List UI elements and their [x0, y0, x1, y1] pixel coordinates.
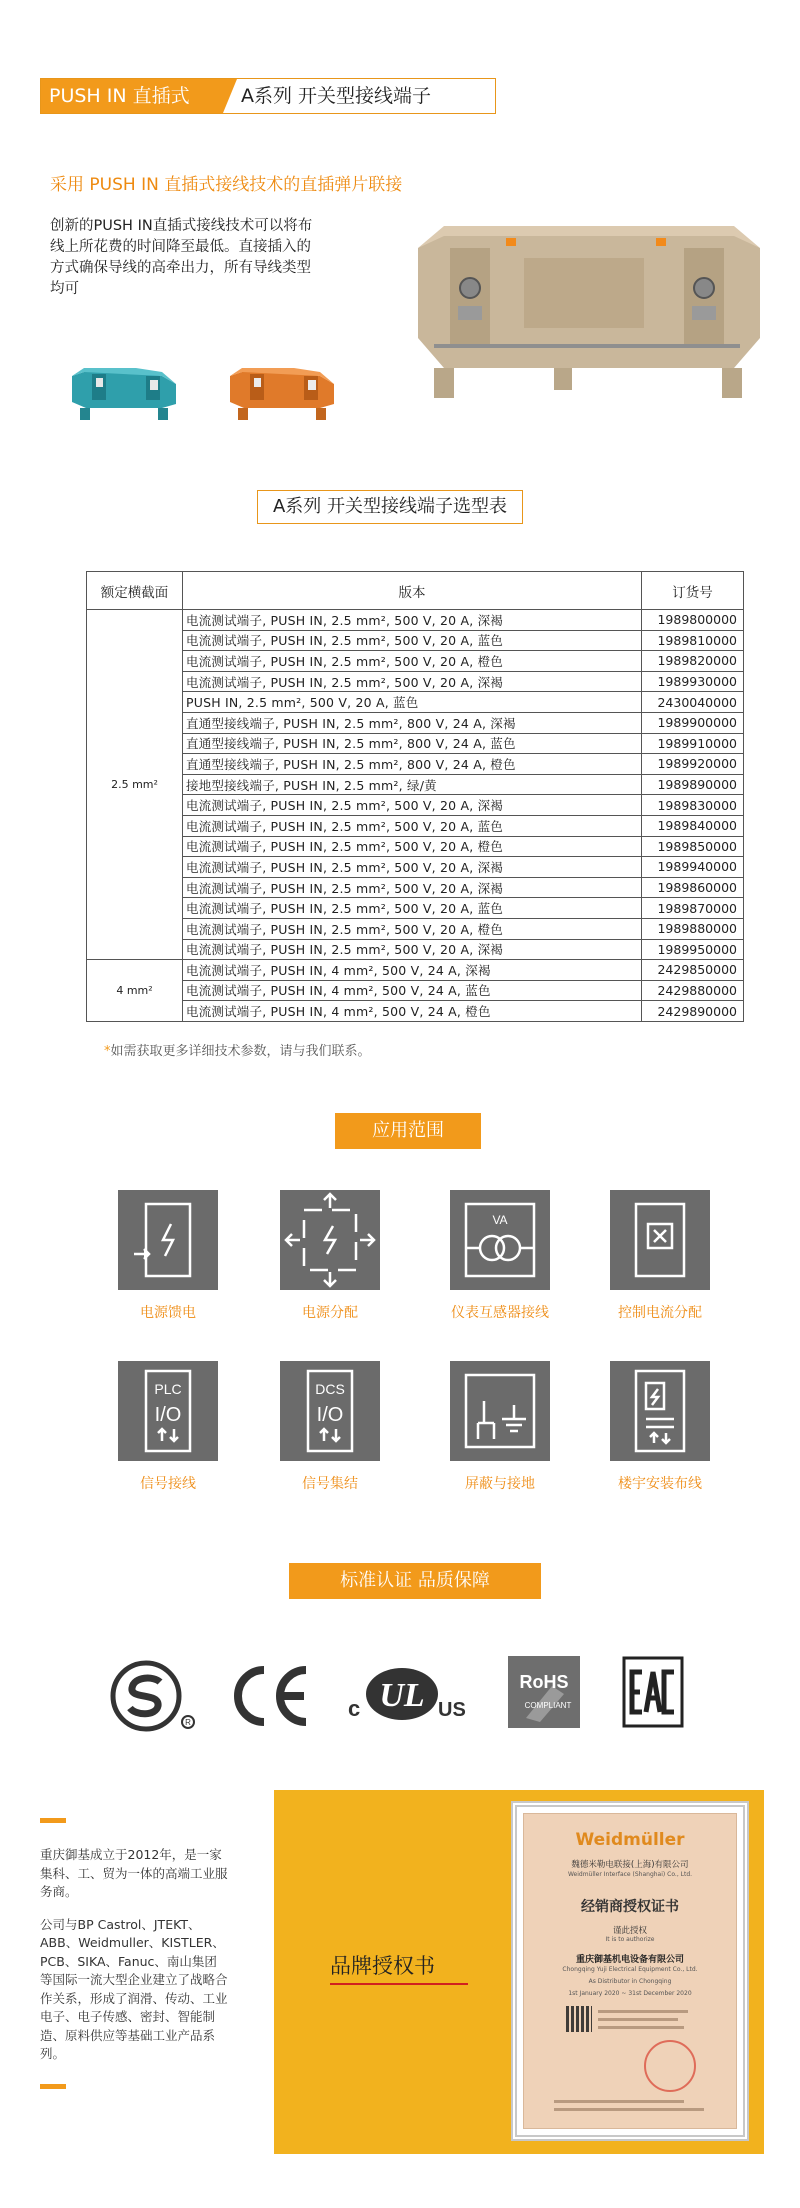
- va-text: VA: [492, 1213, 508, 1227]
- csa-logo: [108, 1656, 198, 1740]
- table-row: [87, 980, 744, 1001]
- rohs-logo: [508, 1656, 580, 1732]
- app-label: 屏蔽与接地: [465, 1476, 535, 1492]
- order-number-cell: 1989860000: [642, 877, 744, 898]
- teal-terminal-image: [66, 354, 182, 424]
- version-cell: 电流测试端子, PUSH IN, 2.5 mm², 500 V, 20 A, 深褐: [183, 939, 642, 960]
- table-row: [87, 815, 744, 836]
- certificate-validity-en: 1st January 2020 ~ 31st December 2020: [568, 1990, 692, 1997]
- version-cell: 电流测试端子, PUSH IN, 2.5 mm², 500 V, 20 A, 橙色: [183, 651, 642, 672]
- certificate-title: 经销商授权证书: [581, 1899, 679, 1915]
- certificate-text-line: [554, 2108, 704, 2111]
- certificate-dealer: 重庆御基机电设备有限公司: [575, 1955, 684, 1965]
- section-cell: 4 mm²: [87, 960, 183, 1022]
- table-row: [87, 671, 744, 692]
- certificate-grant-en: It is to authorize: [605, 1936, 655, 1943]
- app-label: 电源分配: [302, 1305, 358, 1321]
- intro-text: 创新的PUSH IN直插式接线技术可以将布线上所花费的时间降至最低。直接插入的方式确保导线的高牵出力，所有导线类型均可: [50, 218, 313, 297]
- footnote: [104, 1040, 371, 1059]
- eac-logo: [622, 1656, 684, 1732]
- app-label: 信号集结: [302, 1476, 358, 1492]
- table-body: [87, 610, 744, 1022]
- version-cell: 电流测试端子, PUSH IN, 2.5 mm², 500 V, 20 A, 橙色: [183, 836, 642, 857]
- certificate-company-en: Weidmüller Interface (Shanghai) Co., Ltd.: [567, 1871, 693, 1878]
- certificate-paper: [523, 1813, 737, 2129]
- version-cell: 电流测试端子, PUSH IN, 2.5 mm², 500 V, 20 A, 深褐: [183, 610, 642, 631]
- table-row: [87, 939, 744, 960]
- order-number-cell: 1989810000: [642, 630, 744, 651]
- io-text: I/O: [316, 1404, 344, 1426]
- table-header-row: [87, 572, 744, 610]
- app-item-transformer: [449, 1190, 551, 1322]
- beige-terminal-image: [404, 218, 770, 404]
- version-cell: 电流测试端子, PUSH IN, 2.5 mm², 500 V, 20 A, 深褐: [183, 877, 642, 898]
- version-cell: 电流测试端子, PUSH IN, 4 mm², 500 V, 24 A, 深褐: [183, 960, 642, 981]
- app-item-plc-io: [117, 1361, 219, 1493]
- cul-c-text: c: [348, 1696, 361, 1721]
- power-distribution-icon: [280, 1190, 380, 1290]
- version-cell: 直通型接线端子, PUSH IN, 2.5 mm², 800 V, 24 A, 蓝色: [183, 733, 642, 754]
- cul-us-logo: [346, 1660, 470, 1732]
- svg-text:UL: UL: [379, 1677, 425, 1714]
- table-row: [87, 754, 744, 775]
- table-row: [87, 836, 744, 857]
- version-cell: 电流测试端子, PUSH IN, 2.5 mm², 500 V, 20 A, 深褐: [183, 671, 642, 692]
- app-label: 电源馈电: [140, 1305, 196, 1321]
- version-cell: 电流测试端子, PUSH IN, 4 mm², 500 V, 24 A, 橙色: [183, 1001, 642, 1022]
- dcs-io-icon: [280, 1361, 380, 1461]
- version-cell: 直通型接线端子, PUSH IN, 2.5 mm², 800 V, 24 A, 橙色: [183, 754, 642, 775]
- version-cell: 电流测试端子, PUSH IN, 2.5 mm², 500 V, 20 A, 深褐: [183, 857, 642, 878]
- certificate-text-line: [598, 2026, 684, 2029]
- app-label: 楼宇安装布线: [618, 1476, 702, 1492]
- app-item-power-distribution: [279, 1190, 381, 1322]
- certificate-company: 魏德米勒电联接(上海)有限公司: [571, 1860, 689, 1870]
- footnote-star: *: [104, 1044, 111, 1059]
- version-cell: 电流测试端子, PUSH IN, 2.5 mm², 500 V, 20 A, 蓝色: [183, 815, 642, 836]
- page-header: [40, 78, 496, 114]
- authorization-certificate: [511, 1801, 749, 2141]
- transformer-icon: [450, 1190, 550, 1290]
- table-row: [87, 857, 744, 878]
- certificate-text-line: [554, 2100, 684, 2103]
- version-cell: PUSH IN, 2.5 mm², 500 V, 20 A, 蓝色: [183, 692, 642, 713]
- order-number-cell: 1989890000: [642, 774, 744, 795]
- certificate-logo: Weidmüller: [575, 1830, 685, 1850]
- order-number-cell: 1989920000: [642, 754, 744, 775]
- accent-bar-top: [40, 1818, 66, 1823]
- dcs-text: DCS: [315, 1381, 345, 1397]
- building-wiring-icon: [610, 1361, 710, 1461]
- certifications-title: 标准认证 品质保障: [289, 1563, 541, 1599]
- qr-code-icon: [566, 2006, 592, 2032]
- applications-title: 应用范围: [335, 1113, 481, 1149]
- rohs-text: RoHS: [519, 1672, 569, 1692]
- plc-io-icon: [118, 1361, 218, 1461]
- ce-logo: [230, 1664, 312, 1732]
- certificate-text-line: [598, 2010, 688, 2013]
- order-number-cell: 1989930000: [642, 671, 744, 692]
- order-number-cell: 1989950000: [642, 939, 744, 960]
- app-item-power-feed: [117, 1190, 219, 1322]
- version-cell: 电流测试端子, PUSH IN, 2.5 mm², 500 V, 20 A, 橙色: [183, 918, 642, 939]
- certificate-role-en: As Distributor in Chongqing: [588, 1978, 672, 1985]
- io-text: I/O: [154, 1404, 182, 1426]
- order-number-cell: 1989940000: [642, 857, 744, 878]
- selection-table-title: A系列 开关型接线端子选型表: [257, 490, 523, 524]
- table-row: [87, 898, 744, 919]
- certificate-dealer-en: Chongqing Yuji Electrical Equipment Co., Ltd.: [562, 1966, 698, 1973]
- certificate-grant: 谨此授权: [612, 1926, 647, 1936]
- header-title-right: A系列 开关型接线端子: [241, 85, 432, 107]
- order-number-cell: 1989800000: [642, 610, 744, 631]
- version-cell: 电流测试端子, PUSH IN, 4 mm², 500 V, 24 A, 蓝色: [183, 980, 642, 1001]
- table-row: [87, 1001, 744, 1022]
- table-row: [87, 610, 744, 631]
- about-paragraph-2: 公司与BP Castrol、JTEKT、ABB、Weidmuller、KISTLER、PCB、SIKA、Fanuc、南山集团等国际一流大型企业建立了战略合作关系，形成了润滑、传动、工业电子、电子传感、密封、智能制造、原料供应等基础工业产品系列。: [40, 1916, 228, 2061]
- header-title-left: PUSH IN 直插式: [41, 79, 223, 113]
- version-cell: 电流测试端子, PUSH IN, 2.5 mm², 500 V, 20 A, 蓝色: [183, 898, 642, 919]
- version-cell: 电流测试端子, PUSH IN, 2.5 mm², 500 V, 20 A, 深褐: [183, 795, 642, 816]
- order-number-cell: 2429850000: [642, 960, 744, 981]
- order-number-cell: 1989840000: [642, 815, 744, 836]
- footnote-text: 如需获取更多详细技术参数，请与我们联系。: [110, 1044, 371, 1059]
- order-number-cell: 1989830000: [642, 795, 744, 816]
- app-item-control-current: [609, 1190, 711, 1322]
- column-header-section: 额定横截面: [87, 572, 183, 610]
- order-number-cell: 1989910000: [642, 733, 744, 754]
- table-row: [87, 630, 744, 651]
- version-cell: 电流测试端子, PUSH IN, 2.5 mm², 500 V, 20 A, 蓝色: [183, 630, 642, 651]
- table-row: [87, 795, 744, 816]
- cul-us-text: US: [438, 1699, 466, 1721]
- column-header-order-number: 订货号: [642, 572, 744, 610]
- version-cell: 接地型接线端子, PUSH IN, 2.5 mm², 绿/黄: [183, 774, 642, 795]
- about-paragraph-1: 重庆御基成立于2012年，是一家集科、工、贸为一体的高端工业服务商。: [40, 1847, 228, 1899]
- shield-ground-icon: [450, 1361, 550, 1461]
- plc-text: PLC: [154, 1381, 182, 1397]
- table-row: [87, 774, 744, 795]
- version-cell: 直通型接线端子, PUSH IN, 2.5 mm², 800 V, 24 A, 深褐: [183, 712, 642, 733]
- order-number-cell: 2430040000: [642, 692, 744, 713]
- table-row: [87, 651, 744, 672]
- table-row: [87, 733, 744, 754]
- orange-terminal-image: [224, 354, 340, 424]
- brand-title-underline: [330, 1983, 468, 1985]
- order-number-cell: 1989850000: [642, 836, 744, 857]
- feature-subtitle: 采用 PUSH IN 直插式接线技术的直插弹片联接: [50, 175, 403, 195]
- order-number-cell: 1989900000: [642, 712, 744, 733]
- column-header-version: 版本: [183, 572, 642, 610]
- app-label: 信号接线: [140, 1476, 196, 1492]
- svg-text:R: R: [185, 1718, 191, 1727]
- app-item-dcs-io: [279, 1361, 381, 1493]
- power-feed-icon: [118, 1190, 218, 1290]
- table-row: [87, 877, 744, 898]
- section-cell: 2.5 mm²: [87, 610, 183, 960]
- app-item-building-wiring: [609, 1361, 711, 1493]
- rohs-sub-text: COMPLIANT: [524, 1701, 572, 1710]
- accent-bar-bottom: [40, 2084, 66, 2089]
- app-label: 仪表互感器接线: [451, 1305, 549, 1321]
- table-row: [87, 692, 744, 713]
- table-row: [87, 960, 744, 981]
- brand-authorization-title: 品牌授权书: [330, 1954, 435, 1978]
- company-seal-icon: [644, 2040, 696, 2092]
- order-number-cell: 1989870000: [642, 898, 744, 919]
- order-number-cell: 1989880000: [642, 918, 744, 939]
- app-label: 控制电流分配: [618, 1305, 702, 1321]
- order-number-cell: 1989820000: [642, 651, 744, 672]
- about-company: [40, 1846, 228, 2078]
- order-number-cell: 2429880000: [642, 980, 744, 1001]
- app-item-shield-ground: [449, 1361, 551, 1493]
- order-number-cell: 2429890000: [642, 1001, 744, 1022]
- selection-table: [86, 571, 744, 1022]
- table-row: [87, 918, 744, 939]
- control-current-icon: [610, 1190, 710, 1290]
- table-row: [87, 712, 744, 733]
- certificate-text-line: [598, 2018, 678, 2021]
